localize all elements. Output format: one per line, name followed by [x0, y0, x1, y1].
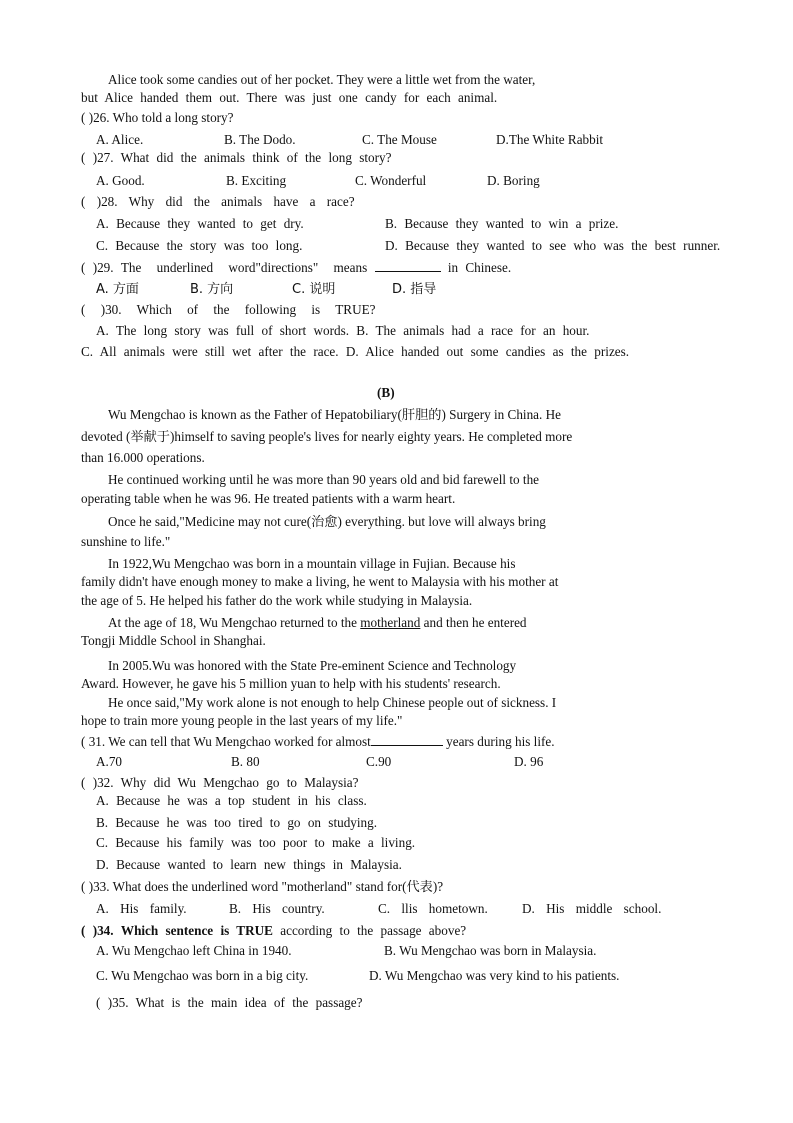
- option-c: C.90: [366, 754, 392, 769]
- answer-paren[interactable]: ( )34.: [81, 923, 114, 938]
- question-33: [81, 879, 443, 895]
- option-d: D. His middle school.: [522, 901, 662, 916]
- answer-paren[interactable]: ( 31.: [81, 734, 106, 749]
- option-b: B. Exciting: [226, 173, 287, 188]
- passage-b-line: hope to train more young people in the last years of my life.": [81, 713, 403, 728]
- passage-b-line: He continued working until he was more than 90 years old and bid farewell to the: [108, 472, 540, 487]
- question-text: What does the underlined word "motherland" stand for(代表)?: [112, 879, 444, 894]
- question-35: [96, 995, 362, 1011]
- option-d: D.The White Rabbit: [496, 132, 604, 147]
- option-a: A. Wu Mengchao left China in 1940.: [96, 943, 292, 958]
- option-c: C. Because his family was too poor to make a living.: [96, 835, 416, 850]
- question-text: We can tell that Wu Mengchao worked for almost: [108, 734, 371, 749]
- passage-b-line: devoted (举献于)himself to saving people's lives for nearly eighty years. He completed more: [81, 429, 573, 444]
- answer-paren[interactable]: ( )27.: [81, 150, 114, 165]
- passage-text: and then he entered: [423, 615, 527, 630]
- question-34: [81, 923, 466, 939]
- question-32: [81, 775, 358, 791]
- options-line: A. The long story was full of short words. B. The animals had a race for an hour.: [96, 323, 590, 338]
- passage-b-line: family didn't have enough money to make a living, he went to Malaysia with his mother at: [81, 574, 559, 589]
- option-a: A. His family.: [96, 901, 187, 916]
- option-c: C. 说明: [292, 282, 336, 297]
- answer-paren[interactable]: ( )28.: [81, 194, 118, 209]
- question-text: The underlined word"directions" means: [120, 260, 368, 275]
- option-b: B. His country.: [229, 901, 325, 916]
- option-a: A.70: [96, 754, 123, 769]
- option-a: A. Alice.: [96, 132, 144, 147]
- option-b: B. 方向: [190, 282, 234, 297]
- option-a: A. Because he was a top student in his class.: [96, 793, 367, 808]
- passage-b-line: Award. However, he gave his 5 million yuan to help with his students' research.: [81, 676, 501, 691]
- answer-blank[interactable]: [375, 259, 441, 272]
- answer-paren[interactable]: ( )26.: [81, 110, 110, 125]
- option-d: D. Wu Mengchao was very kind to his patients.: [369, 968, 620, 983]
- question-28: [81, 194, 355, 210]
- option-b: B. Because they wanted to win a prize.: [385, 216, 619, 231]
- passage-b-line: sunshine to life.": [81, 534, 171, 549]
- option-a: A. 方面: [96, 282, 139, 297]
- option-b: B. 80: [231, 754, 260, 769]
- passage-b-line: operating table when he was 96. He treated patients with a warm heart.: [81, 491, 456, 506]
- option-d: D. Because wanted to learn new things in Malaysia.: [96, 857, 402, 872]
- question-27: [81, 150, 391, 166]
- question-text: What did the animals think of the long story?: [120, 150, 392, 165]
- option-b: B. The Dodo.: [224, 132, 296, 147]
- option-c: C. Because the story was too long.: [96, 238, 303, 253]
- passage-b-line: than 16.000 operations.: [81, 450, 205, 465]
- question-31: [81, 733, 555, 750]
- passage-a-line: Alice took some candies out of her pocket. They were a little wet from the water,: [108, 72, 536, 87]
- option-a: A. Good.: [96, 173, 145, 188]
- passage-b-line: He once said,"My work alone is not enough to help Chinese people out of sickness. I: [108, 695, 557, 710]
- passage-a-line: but Alice handed them out. There was just one candy for each animal.: [81, 90, 498, 105]
- option-a: A. Because they wanted to get dry.: [96, 216, 304, 231]
- passage-b-line: In 2005.Wu was honored with the State Pre-eminent Science and Technology: [108, 658, 517, 673]
- question-text: What is the main idea of the passage?: [135, 995, 363, 1010]
- option-b: B. Wu Mengchao was born in Malaysia.: [384, 943, 597, 958]
- underlined-word: motherland: [360, 615, 421, 630]
- passage-b-line: the age of 5. He helped his father do the work while studying in Malaysia.: [81, 593, 473, 608]
- option-d: D. 指导: [392, 282, 437, 297]
- question-29: [81, 259, 511, 276]
- passage-b-line: In 1922,Wu Mengchao was born in a mountain village in Fujian. Because his: [108, 556, 516, 571]
- answer-paren[interactable]: ( )33.: [81, 879, 110, 894]
- option-c: C. Wu Mengchao was born in a big city.: [96, 968, 309, 983]
- option-c: C. Wonderful: [355, 173, 427, 188]
- answer-paren[interactable]: ( )29.: [81, 260, 114, 275]
- passage-b-line: Tongji Middle School in Shanghai.: [81, 633, 266, 648]
- passage-b-line: Wu Mengchao is known as the Father of Hepatobiliary(肝胆的) Surgery in China. He: [108, 407, 561, 422]
- option-c: C. The Mouse: [362, 132, 437, 147]
- answer-paren[interactable]: ( )30.: [81, 302, 122, 317]
- question-text: in Chinese.: [447, 260, 512, 275]
- option-d: D. 96: [514, 754, 544, 769]
- question-text: according to the passage above?: [280, 923, 467, 938]
- question-text-bold: Which sentence is TRUE: [120, 923, 273, 938]
- question-text: years during his life.: [446, 734, 555, 749]
- question-text: Which of the following is TRUE?: [136, 302, 376, 317]
- option-b: B. Because he was too tired to go on studying.: [96, 815, 378, 830]
- passage-b-line: Once he said,"Medicine may not cure(治愈) everything. but love will always bring: [108, 514, 546, 529]
- question-text: Who told a long story?: [112, 110, 234, 125]
- answer-paren[interactable]: ( )35.: [96, 995, 129, 1010]
- answer-blank[interactable]: [371, 733, 443, 746]
- option-d: D. Boring: [487, 173, 540, 188]
- passage-b-line: [108, 615, 527, 631]
- option-d: D. Because they wanted to see who was the best runner.: [385, 238, 721, 253]
- question-text: Why did the animals have a race?: [128, 194, 355, 209]
- option-c: C. llis hometown.: [378, 901, 488, 916]
- question-26: [81, 110, 234, 126]
- answer-paren[interactable]: ( )32.: [81, 775, 114, 790]
- section-heading: (B): [377, 385, 395, 400]
- question-30: [81, 302, 376, 318]
- passage-text: At the age of 18, Wu Mengchao returned to the: [108, 615, 357, 630]
- options-line: C. All animals were still wet after the race. D. Alice handed out some candies as the prizes.: [81, 344, 630, 359]
- question-text: Why did Wu Mengchao go to Malaysia?: [120, 775, 359, 790]
